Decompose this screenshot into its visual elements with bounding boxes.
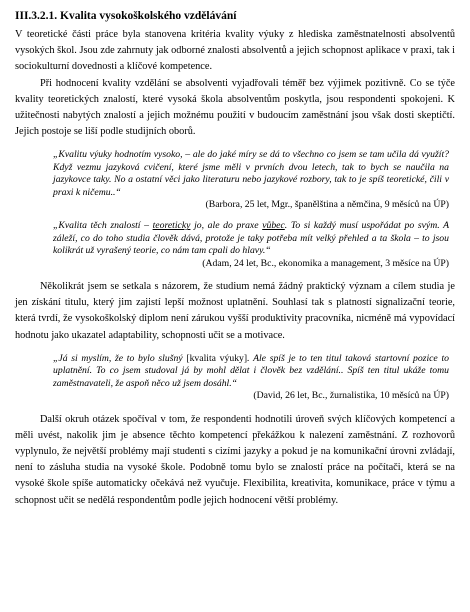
paragraph-4: Další okruh otázek spočíval v tom, že respondenti hodnotili úroveň svých klíčových kompetencí a měli uvést, nakolik jim je absence těchto kompetencí překážkou k nalezení zaměstnání. Z rozhovorů vyplynulo, že největší problémy mají studenti s cizími jazyky a pokud je na komunikační úrovni zvládají, není to zásluha studia na vysoké škole. Podobně tomu bylo se znalostí práce na počítači, která se na vysoké škole spíše automaticky očekává než vyučuje. Flexibilita, kreativita, komunikace, práce v týmu a schopnost učit se nedělá respondentům podle jejich hodnocení větší problémy. bbox=[15, 413, 455, 506]
document-page bbox=[15, 9, 455, 509]
paragraph-2: Při hodnocení kvality vzdělání se absolventi vyjadřovali téměř bez výjimek pozitivně. Co se týče kvality teoretických znalostí, které vysoká škola absolventům poskytla, jsou respondenti spokojeni. K užitečnosti nabytých znalostí a jejich možnému použití v budoucím zaměstnání jsou však dosti skeptičtí. Jejich postoje se liší podle studijních oborů. bbox=[15, 77, 455, 138]
quote-2-part-3: . To si každý musí uspořádat po svým. A záleží, co do toho studia člověk dává, protože je taky potřeba mít velký přehled a ta škola – to jsou kolikrát už vyrašený teorie, co nám tam cpali do hlavy.“ bbox=[53, 220, 449, 257]
paragraph-1: V teoretické části práce byla stanovena kritéria kvality výuky z hlediska zaměstnatelnosti absolventů vysokých škol. Jsou zde zahrnuty jak odborné znalosti absolventů a jejich schopnost aplikace v praxi, tak i sociokulturní dovednosti a klíčové kompetence. bbox=[15, 29, 455, 73]
quote-2-text bbox=[53, 220, 449, 257]
quote-1-text: „Kvalitu výuky hodnotím vysoko, – ale do jaké míry se dá to všechno co jsem se tam učila dá využít? Když vezmu jazyková cvičení, které jsme měli v prvních dvou letech, tak to bych se naučila na jazykovce taky. No a ostatní věci jako literaturu nebo jazykové rozbory, tak to je spíš teoretické, čili v praxi k ničemu..“ bbox=[53, 149, 449, 198]
quote-3-part-2: . Ale spíš je to ten titul taková startovní pozice to uplatnění. To co jsem studoval já by mohl dělat i člověk bez vzdělání.. Spíš ten titul ukáže tomu zaměstnavateli, že aspoň něco už jsem dosáhl.“ bbox=[53, 352, 449, 389]
quote-3-bracket: [kvalita výuky] bbox=[186, 352, 248, 364]
quote-2-part-1: „Kvalita těch znalostí – bbox=[53, 220, 153, 232]
quote-2-attribution: (Adam, 24 let, Bc., ekonomika a management, 3 měsíce na ÚP) bbox=[202, 257, 449, 269]
quote-1-attribution: (Barbora, 25 let, Mgr., španělština a němčina, 9 měsíců na ÚP) bbox=[205, 199, 449, 211]
quote-2-underlined-1: teoreticky bbox=[152, 220, 191, 232]
quote-3-part-1: „Já si myslím, že to bylo slušný bbox=[53, 352, 187, 364]
quote-3 bbox=[53, 353, 449, 403]
quote-1 bbox=[53, 149, 449, 211]
section-title: III.3.2.1. Kvalita vysokoškolského vzdělávání bbox=[15, 10, 237, 22]
paragraph-3: Několikrát jsem se setkala s názorem, že studium nemá žádný praktický význam a cílem studia je jen získání titulu, který jim zajistí lepší možnost uplatnění. Souhlasí tak s platností signalizační teorie, která tvrdí, že vysokoškolský diplom není zárukou vyšší produktivity pracovníka, nicméně má vypovídací hodnotu jako ukazatel adaptability, schopnosti učit se a motivace. bbox=[15, 281, 455, 341]
quote-3-text bbox=[53, 353, 449, 390]
quote-2-part-2: jo, ale do praxe bbox=[190, 220, 263, 232]
quote-2-underlined-2: vůbec bbox=[262, 220, 285, 232]
quote-2 bbox=[53, 220, 449, 270]
quote-3-attribution: (David, 26 let, Bc., žurnalistika, 10 měsíců na ÚP) bbox=[253, 390, 449, 402]
